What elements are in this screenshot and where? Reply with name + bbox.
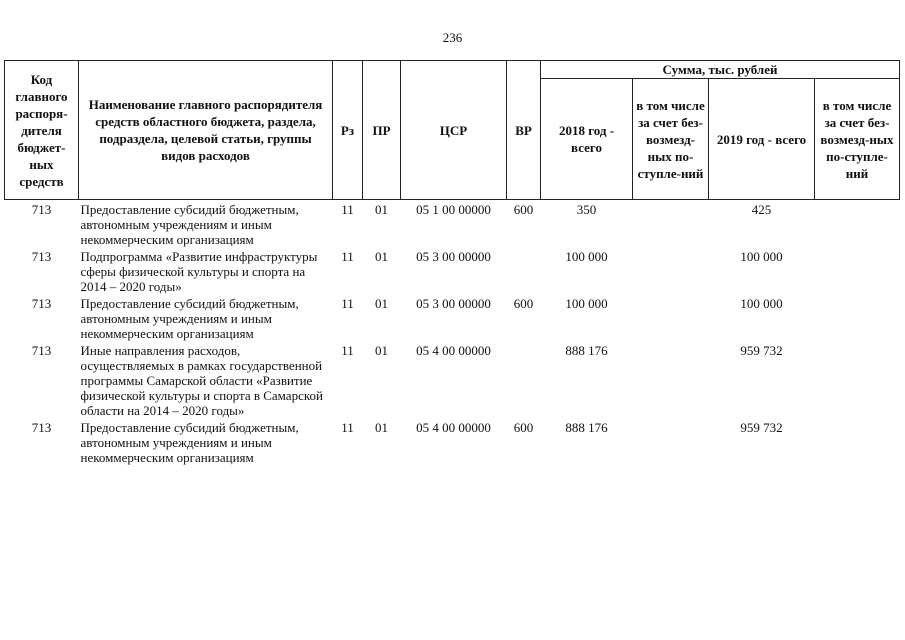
table-row: [5, 294, 900, 341]
table-row: [5, 418, 900, 465]
header-sum: Сумма, тыс. рублей: [541, 61, 900, 79]
cell-name: Предоставление субсидий бюджетным, автономным учреждениям и иным некоммерческим организациям: [80, 202, 299, 247]
cell-2019-total: 959 732: [740, 420, 783, 435]
cell-2019-free: [815, 418, 900, 465]
cell-name: Предоставление субсидий бюджетным, автономным учреждениям и иным некоммерческим организациям: [80, 296, 299, 341]
cell-name: Предоставление субсидий бюджетным, автономным учреждениям и иным некоммерческим организациям: [80, 420, 299, 465]
cell-csr: 05 3 00 00000: [416, 296, 491, 311]
cell-2018-total: 100 000: [565, 249, 608, 264]
cell-2018-total: 888 176: [565, 420, 608, 435]
cell-pr: 01: [375, 343, 388, 358]
cell-code: 713: [31, 249, 52, 264]
cell-rz: 11: [341, 296, 354, 311]
cell-vr: 600: [513, 420, 534, 435]
cell-csr: 05 4 00 00000: [416, 343, 491, 358]
page-number: 236: [442, 30, 463, 45]
cell-2019-total: 100 000: [740, 249, 783, 264]
cell-2018-free: [633, 418, 709, 465]
cell-name: Подпрограмма «Развитие инфраструктуры сферы физической культуры и спорта на 2014 – 2020 годы»: [80, 249, 318, 294]
budget-table: [4, 60, 900, 465]
cell-2019-total: 425: [751, 202, 772, 217]
header-code: Код главного распоря-дителя бюджет-ных средств: [5, 61, 79, 200]
cell-2018-total: 100 000: [565, 296, 608, 311]
cell-code: 713: [31, 343, 52, 358]
cell-rz: 11: [341, 249, 354, 264]
cell-pr: 01: [375, 249, 388, 264]
cell-2019-total: 100 000: [740, 296, 783, 311]
header-rz: Рз: [333, 61, 363, 200]
cell-2019-free: [815, 294, 900, 341]
cell-2018-total: 888 176: [565, 343, 608, 358]
cell-2018-free: [633, 247, 709, 294]
cell-2018-free: [633, 200, 709, 248]
cell-2018-free: [633, 341, 709, 418]
cell-csr: 05 3 00 00000: [416, 249, 491, 264]
cell-code: 713: [31, 420, 52, 435]
header-name: Наименование главного распорядителя средств областного бюджета, раздела, подраздела, целевой статьи, группы видов расходов: [79, 61, 333, 200]
header-row-1: [5, 61, 900, 79]
cell-rz: 11: [341, 343, 354, 358]
table-row: [5, 200, 900, 248]
cell-name: Иные направления расходов, осуществляемых в рамках государственной программы Самарской области «Развитие физической культуры и спорта в Самарской области на 2014 – 2020 годы»: [80, 343, 323, 418]
header-2019-free: в том числе за счет без-возмезд-ных по-ступле-ний: [815, 79, 900, 200]
cell-csr: 05 1 00 00000: [416, 202, 491, 217]
cell-code: 713: [31, 296, 52, 311]
cell-rz: 11: [341, 420, 354, 435]
cell-vr: [507, 341, 541, 418]
cell-vr: 600: [513, 296, 534, 311]
cell-pr: 01: [375, 296, 388, 311]
cell-code: 713: [31, 202, 52, 217]
cell-2019-free: [815, 247, 900, 294]
cell-2019-free: [815, 341, 900, 418]
cell-rz: 11: [341, 202, 354, 217]
header-2018-free: в том числе за счет без-возмезд-ных по-ступле-ний: [633, 79, 709, 200]
header-vr: ВР: [507, 61, 541, 200]
table-row: [5, 341, 900, 418]
cell-2019-free: [815, 200, 900, 248]
header-csr: ЦСР: [401, 61, 507, 200]
table-row: [5, 247, 900, 294]
cell-2018-total: 350: [576, 202, 597, 217]
cell-vr: [507, 247, 541, 294]
cell-2018-free: [633, 294, 709, 341]
cell-2019-total: 959 732: [740, 343, 783, 358]
header-2018-total: 2018 год - всего: [541, 79, 633, 200]
cell-pr: 01: [375, 420, 388, 435]
cell-pr: 01: [375, 202, 388, 217]
cell-csr: 05 4 00 00000: [416, 420, 491, 435]
header-2019-total: 2019 год - всего: [709, 79, 815, 200]
cell-vr: 600: [513, 202, 534, 217]
header-pr: ПР: [363, 61, 401, 200]
